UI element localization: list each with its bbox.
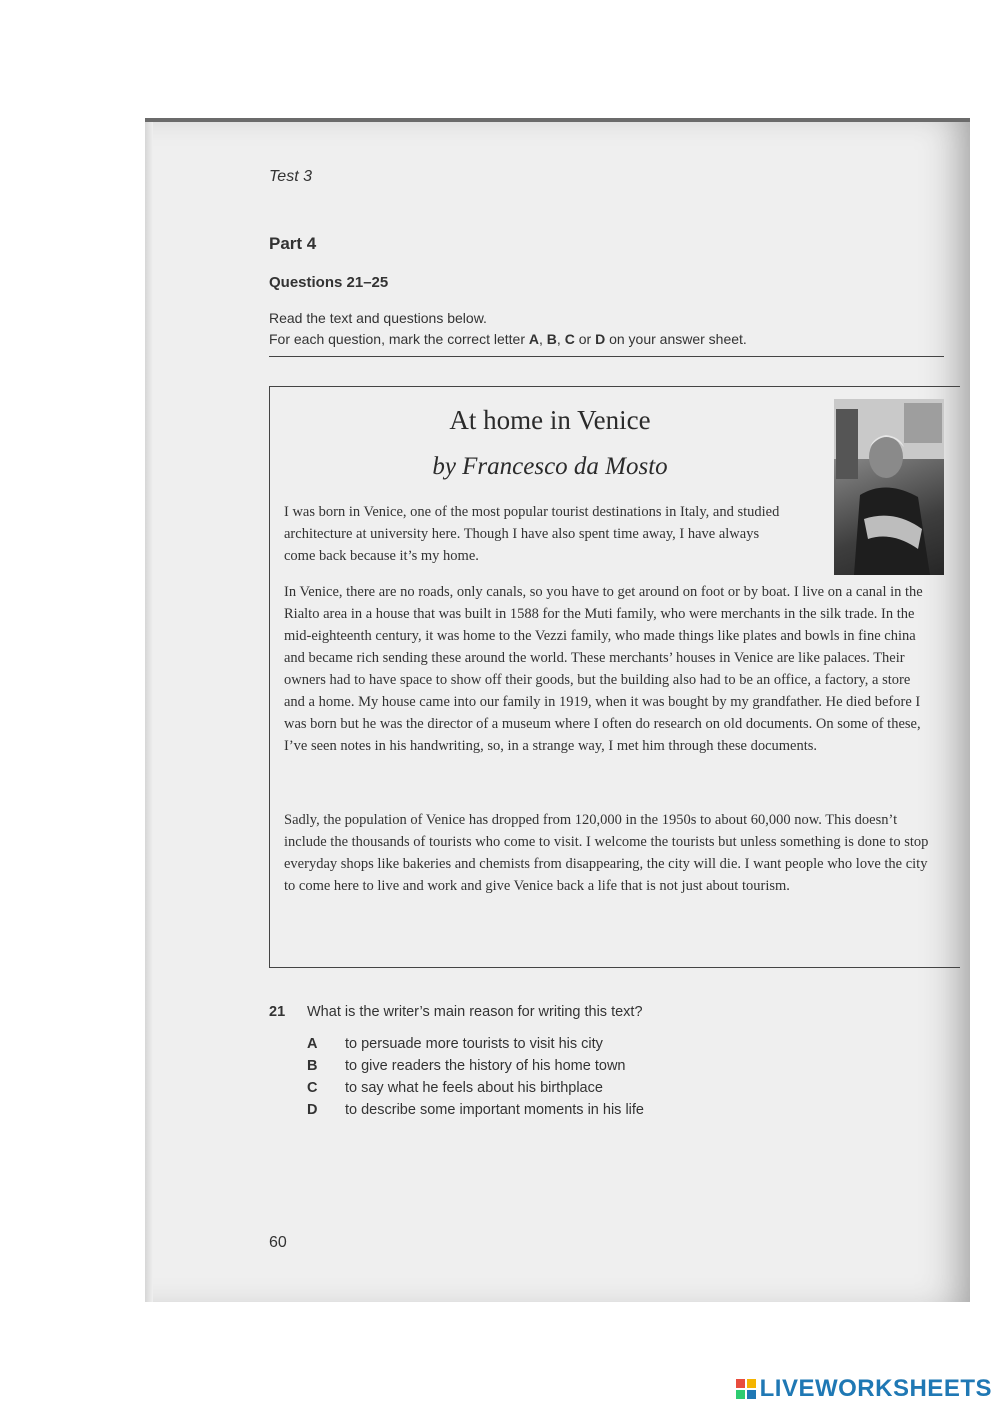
- passage-paragraph-1: I was born in Venice, one of the most popular tourist destinations in Italy, and studied architecture at university here. Though I have also spent time away, I have always come back because it’s my home.: [284, 504, 780, 564]
- option-text: to describe some important moments in his life: [345, 1102, 644, 1118]
- passage-author: by Francesco da Mosto: [432, 453, 668, 480]
- part-label: Part 4: [269, 234, 317, 253]
- option-letter: D: [307, 1102, 318, 1118]
- instruction-line-2: For each question, mark the correct letter A, B, C or D on your answer sheet.: [269, 331, 747, 347]
- question-number: 21: [269, 1004, 286, 1020]
- logo-square-red: [736, 1379, 745, 1388]
- passage-paragraph-3: Sadly, the population of Venice has dropped from 120,000 in the 1950s to about 60,000 now. This doesn’t include the thousands of tourists who come to visit. I welcome the tourists but unless something is done to stop everyday shops like bakeries and chemists from disappearing, the city will die. I want people who love the city to come here to live and work and give Venice back a life that is not just about tourism.: [284, 812, 929, 894]
- option-letter: C: [307, 1080, 318, 1096]
- logo-square-blue: [747, 1390, 756, 1399]
- author-photo: [834, 399, 944, 575]
- liveworksheets-logo-icon: [736, 1379, 756, 1399]
- option-a[interactable]: [307, 1036, 603, 1052]
- option-text: to persuade more tourists to visit his city: [345, 1036, 603, 1052]
- option-c[interactable]: [307, 1080, 603, 1096]
- questions-range: Questions 21–25: [269, 274, 389, 291]
- option-b[interactable]: [307, 1058, 625, 1074]
- option-text: to say what he feels about his birthplace: [345, 1080, 603, 1096]
- passage-paragraph-2: In Venice, there are no roads, only canals, so you have to get around on foot or by boat. I live on a canal in the Rialto area in a house that was built in 1588 for the Muti family, who were merchants in the silk trade. In the mid-eighteenth century, it was home to the Vezzi family, who made things like plates and bowls in fine china and became rich sending these around the world. These merchants’ houses in Venice are like palaces. Their owners had to have space to show off their goods, but the building also had to be an office, a factory, a store and a home. My house came into our family in 1919, when it was bought by my grandfather. He died before I was born but he was the director of a museum where I often do research on old documents. On some of these, I’ve seen notes in his handwriting, so, in a strange way, I met him through these documents.: [284, 584, 923, 754]
- passage-title: At home in Venice: [449, 405, 651, 435]
- instruction-line-1: Read the text and questions below.: [269, 310, 487, 326]
- test-label: Test 3: [269, 168, 312, 185]
- reading-passage-box: [269, 386, 960, 968]
- logo-square-green: [736, 1390, 745, 1399]
- page-number: 60: [269, 1234, 287, 1251]
- option-text: to give readers the history of his home town: [345, 1058, 626, 1074]
- liveworksheets-brand[interactable]: [736, 1375, 992, 1403]
- question-text: What is the writer’s main reason for writing this text?: [307, 1004, 643, 1020]
- worksheet-page: [145, 118, 970, 1302]
- option-letter: A: [307, 1036, 318, 1052]
- option-d[interactable]: [307, 1102, 644, 1118]
- option-letter: B: [307, 1058, 318, 1074]
- logo-square-yellow: [747, 1379, 756, 1388]
- brand-name: LIVEWORKSHEETS: [759, 1375, 992, 1402]
- page-edge-shadow: [145, 122, 153, 1302]
- divider-line: [269, 356, 944, 357]
